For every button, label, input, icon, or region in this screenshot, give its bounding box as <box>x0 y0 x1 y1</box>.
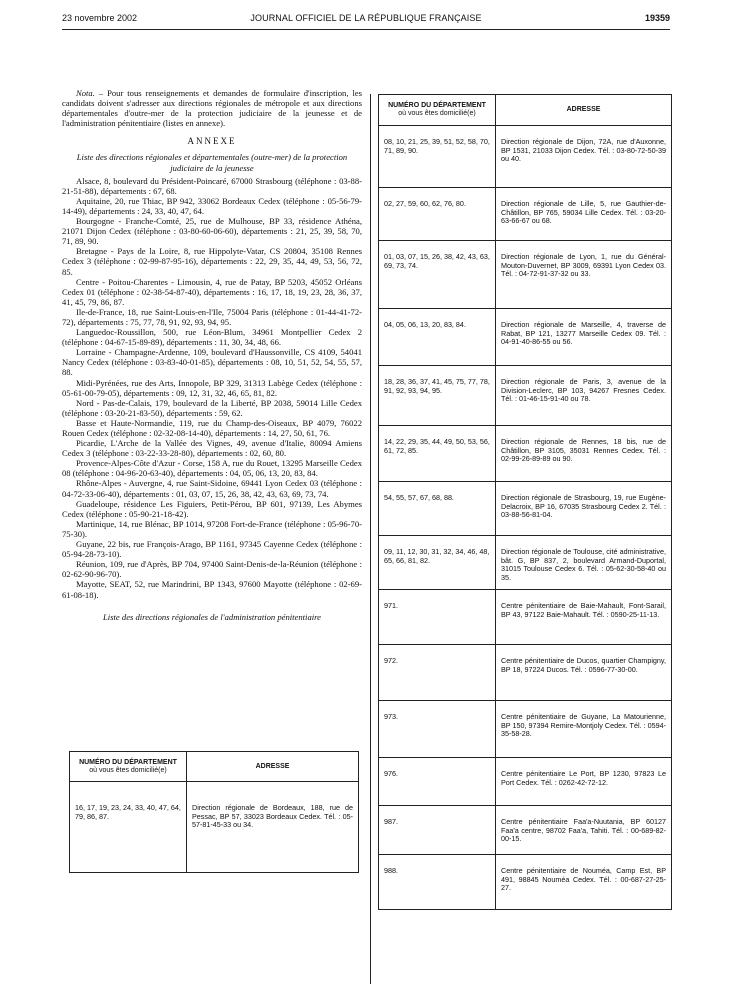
address: Direction régionale de Rennes, 18 bis, rue de Châtillon, BP 3105, 35031 Rennes Cedex. Tél. : 02-99-26-89-89 ou 90. <box>501 437 666 464</box>
address: Direction régionale de Strasbourg, 19, rue Eugène-Delacroix, BP 16, 67035 Strasbourg Cedex 2. Tél. : 03-88-56-81-04. <box>501 493 666 520</box>
direction-entry: Martinique, 14, rue Blénac, BP 1014, 97208 Fort-de-France (téléphone : 05-96-70-75-30). <box>62 518 362 539</box>
address: Centre pénitentiaire de Baie-Mahault, Font-Sarail, BP 43, 97122 Baie-Mahault. Tél. : 0590-25-11-13. <box>501 601 666 619</box>
dept-numbers: 976. <box>379 758 496 805</box>
list1-title: Liste des directions régionales et départementales (outre-mer) de la protection judiciaire de la jeunesse <box>76 152 348 173</box>
address: Direction régionale de Lyon, 1, rue du Général-Mouton-Duvernet, BP 3009, 69391 Lyon Cedex 03. Tél. : 04-72-91-37-32 ou 33. <box>501 252 666 279</box>
direction-entry: Ile-de-France, 18, rue Saint-Louis-en-l'Ile, 75004 Paris (téléphone : 01-44-41-72-72), départements : 75, 77, 78, 91, 92, 93, 94, 95. <box>62 306 362 327</box>
direction-entry: Nord - Pas-de-Calais, 179, boulevard de la Liberté, BP 2038, 59014 Lille Cedex (téléphone : 03-20-21-83-50), départements : 59, 62. <box>62 397 362 418</box>
table-row <box>379 126 671 188</box>
direction-entry: Midi-Pyrénées, rue des Arts, Innopole, BP 329, 31313 Labège Cedex (téléphone : 05-61-00-79-05), départements : 09, 12, 31, 32, 46, 65, 81, 82. <box>62 377 362 398</box>
address: Direction régionale de Dijon, 72A, rue d'Auxonne, BP 1531, 21033 Dijon Cedex. Tél. : 03-80-72-50-39 ou 40. <box>501 137 666 164</box>
header-journal-title: JOURNAL OFFICIEL DE LA RÉPUBLIQUE FRANÇAISE <box>250 13 482 23</box>
direction-entry: Languedoc-Roussillon, 500, rue Léon-Blum, 34961 Montpellier Cedex 2 (téléphone : 04-67-15-89-89), départements : 11, 30, 34, 48, 66. <box>62 327 362 348</box>
dept-numbers: 972. <box>379 645 496 700</box>
dept-numbers: 971. <box>379 590 496 644</box>
table-left-body <box>70 782 358 872</box>
table-row <box>379 366 671 426</box>
table-row <box>379 855 671 909</box>
direction-entry: Provence-Alpes-Côte d'Azur - Corse, 158 A, rue du Rouet, 13295 Marseille Cedex 08 (téléphone : 04-96-20-63-40), départements : 04, 05, 06, 13, 20, 83, 84. <box>62 458 362 479</box>
dept-numbers: 04, 05, 06, 13, 20, 83, 84. <box>379 309 496 365</box>
address: Direction régionale de Bordeaux, 188, rue de Pessac, BP 57, 33023 Bordeaux Cedex. Tél. : 05-57-81-45-33 ou 34. <box>192 803 353 830</box>
dept-numbers: 02, 27, 59, 60, 62, 76, 80. <box>379 188 496 240</box>
table-row <box>379 758 671 806</box>
left-column <box>62 88 362 629</box>
table-row <box>70 782 358 872</box>
direction-entry: Picardie, L'Arche de la Vallée des Vignes, 49, avenue d'Italie, 80094 Amiens Cedex 3 (téléphone : 03-22-33-28-80), départements : 02, 60, 80. <box>62 438 362 459</box>
direction-entry: Réunion, 109, rue d'Après, BP 704, 97400 Saint-Denis-de-la-Réunion (téléphone : 02-62-90-96-70). <box>62 559 362 580</box>
address: Direction régionale de Marseille, 4, traverse de Rabat, BP 121, 13277 Marseille Cedex 09. Tél. : 04-91-40-86-55 ou 56. <box>501 320 666 347</box>
dept-numbers: 01, 03, 07, 15, 26, 38, 42, 43, 63, 69, 73, 74. <box>379 241 496 308</box>
note-paragraph <box>62 88 362 128</box>
table-row <box>379 590 671 645</box>
address: Direction régionale de Lille, 5, rue Gauthier-de-Châtillon, BP 765, 59034 Lille Cedex. Tél. : 03-20-63-66-67 ou 68. <box>501 199 666 226</box>
list2-title: Liste des directions régionales de l'administration pénitentiaire <box>103 611 321 622</box>
table-right-body <box>379 126 671 909</box>
direction-entry: Bourgogne - Franche-Comté, 25, rue de Mulhouse, BP 33, résidence Athéna, 21071 Dijon Cedex (téléphone : 03-80-60-06-60), départements : 21, 25, 39, 58, 70, 71, 89, 90. <box>62 216 362 247</box>
dept-numbers: 987. <box>379 806 496 854</box>
dept-numbers: 54, 55, 57, 67, 68, 88. <box>379 482 496 535</box>
address: Centre pénitentiaire Faa'a-Nuutania, BP 60127 Faa'a centre, 98702 Faa'a, Tahiti. Tél. : 00-689-82-00-15. <box>501 817 666 844</box>
direction-entry: Mayotte, SEAT, 52, rue Marindrini, BP 1343, 97600 Mayotte (téléphone : 02-69-61-08-18). <box>62 579 362 600</box>
address: Centre pénitentiaire Le Port, BP 1230, 97823 Le Port Cedex. Tél. : 0262-42-72-12. <box>501 769 666 787</box>
direction-entry: Lorraine - Champagne-Ardenne, 109, boulevard d'Haussonville, CS 4109, 54041 Nancy Cedex (téléphone : 03-83-40-01-85), départements : 08, 10, 51, 52, 54, 55, 57, 88. <box>62 347 362 378</box>
note-label: Nota. <box>76 88 95 98</box>
header-page-number: 19359 <box>644 13 670 23</box>
direction-entry: Bretagne - Pays de la Loire, 8, rue Hippolyte-Vatar, CS 20804, 35108 Rennes Cedex 3 (téléphone : 02-99-87-95-16), départements : 22, 29, 35, 44, 49, 53, 56, 72, 85. <box>62 246 362 277</box>
note-text: – Pour tous renseignements et demandes de formulaire d'inscription, les candidats doivent s'adresser aux directions régionales de métropole et aux directions départementales d'outre-mer de la protection judiciaire de la jeunesse et de l'administration pénitentiaire (listes en annexe). <box>62 88 362 129</box>
header-date: 23 novembre 2002 <box>62 13 138 23</box>
dept-numbers: 08, 10, 21, 25, 39, 51, 52, 58, 70, 71, 89, 90. <box>379 126 496 187</box>
direction-entry: Centre - Poitou-Charentes - Limousin, 4, rue de Patay, BP 5203, 45052 Orléans Cedex 01 (téléphone : 02-38-54-87-40), départements : 16, 17, 18, 19, 23, 28, 36, 37, 41, 45, 79, 86, 87. <box>62 276 362 307</box>
direction-entry: Rhône-Alpes - Auvergne, 4, rue Saint-Sidoine, 69441 Lyon Cedex 03 (téléphone : 04-72-33-06-40), départements : 01, 03, 07, 15, 26, 38, 42, 43, 63, 69, 73, 74. <box>62 478 362 499</box>
dept-numbers: 16, 17, 19, 23, 24, 33, 40, 47, 64, 79, 86, 87. <box>70 782 187 872</box>
direction-entry: Guadeloupe, résidence Les Figuiers, Petit-Pérou, BP 601, 97139, Les Abymes Cedex (téléphone : 05-90-21-18-42). <box>62 498 362 519</box>
address: Direction régionale de Toulouse, cité administrative, bât. G, BP 837, 2, boulevard Armand-Duportal, 31015 Toulouse Cedex 6. Tél. : 05-62-30-58-40 ou 35. <box>501 547 666 582</box>
dept-numbers: 18, 28, 36, 37, 41, 45, 75, 77, 78, 91, 92, 93, 94, 95. <box>379 366 496 425</box>
header-rule <box>62 29 670 30</box>
header-address: ADRESSE <box>255 762 290 770</box>
address: Centre pénitentiaire de Guyane, La Matourienne, BP 150, 97394 Remire-Montjoly Cedex. Tél. : 0594-35-58-28. <box>501 712 666 739</box>
dept-numbers: 988. <box>379 855 496 909</box>
table-row <box>379 241 671 309</box>
address: Direction régionale de Paris, 3, avenue de la Division-Leclerc, BP 103, 94267 Fresnes Cedex. Tél. : 01-46-15-91-40 ou 78. <box>501 377 666 404</box>
column-divider <box>370 94 371 984</box>
list1-entries <box>62 176 362 600</box>
direction-entry: Guyane, 22 bis, rue François-Arago, BP 1161, 97345 Cayenne Cedex (téléphone : 05-94-28-73-10). <box>62 539 362 560</box>
header-dept: NUMÉRO DU DÉPARTEMENT où vous êtes domicilié(e) <box>379 95 496 125</box>
direction-entry: Alsace, 8, boulevard du Président-Poincaré, 67000 Strasbourg (téléphone : 03-88-21-51-88), départements : 67, 68. <box>62 175 362 196</box>
address: Centre pénitentiaire de Nouméa, Camp Est, BP 491, 98845 Nouméa Cedex. Tél. : 00-687-27-25-27. <box>501 866 666 893</box>
table-left-header <box>70 752 358 782</box>
direction-entry: Basse et Haute-Normandie, 119, rue du Champ-des-Oiseaux, BP 4079, 76022 Rouen Cedex (téléphone : 02-32-08-14-40), départements : 14, 27, 50, 61, 76. <box>62 417 362 438</box>
table-row <box>379 536 671 590</box>
dept-numbers: 09, 11, 12, 30, 31, 32, 34, 46, 48, 65, 66, 81, 82. <box>379 536 496 589</box>
table-left <box>69 751 359 873</box>
annex-title: ANNEXE <box>187 136 237 147</box>
header-address: ADRESSE <box>566 106 601 113</box>
table-row <box>379 645 671 701</box>
direction-entry: Aquitaine, 20, rue Thiac, BP 942, 33062 Bordeaux Cedex (téléphone : 05-56-79-14-49), départements : 24, 33, 40, 47, 64. <box>62 195 362 216</box>
table-row <box>379 701 671 758</box>
table-row <box>379 309 671 366</box>
page-header <box>62 13 670 27</box>
table-right <box>378 94 672 910</box>
table-row <box>379 806 671 855</box>
table-row <box>379 426 671 482</box>
table-right-header <box>379 95 671 126</box>
address: Centre pénitentiaire de Ducos, quartier Champigny, BP 18, 97224 Ducos. Tél. : 0596-77-30-00. <box>501 656 666 674</box>
header-dept: NUMÉRO DU DÉPARTEMENT où vous êtes domicilié(e) <box>70 752 187 781</box>
dept-numbers: 14, 22, 29, 35, 44, 49, 50, 53, 56, 61, 72, 85. <box>379 426 496 481</box>
table-row <box>379 188 671 241</box>
table-row <box>379 482 671 536</box>
dept-numbers: 973. <box>379 701 496 757</box>
